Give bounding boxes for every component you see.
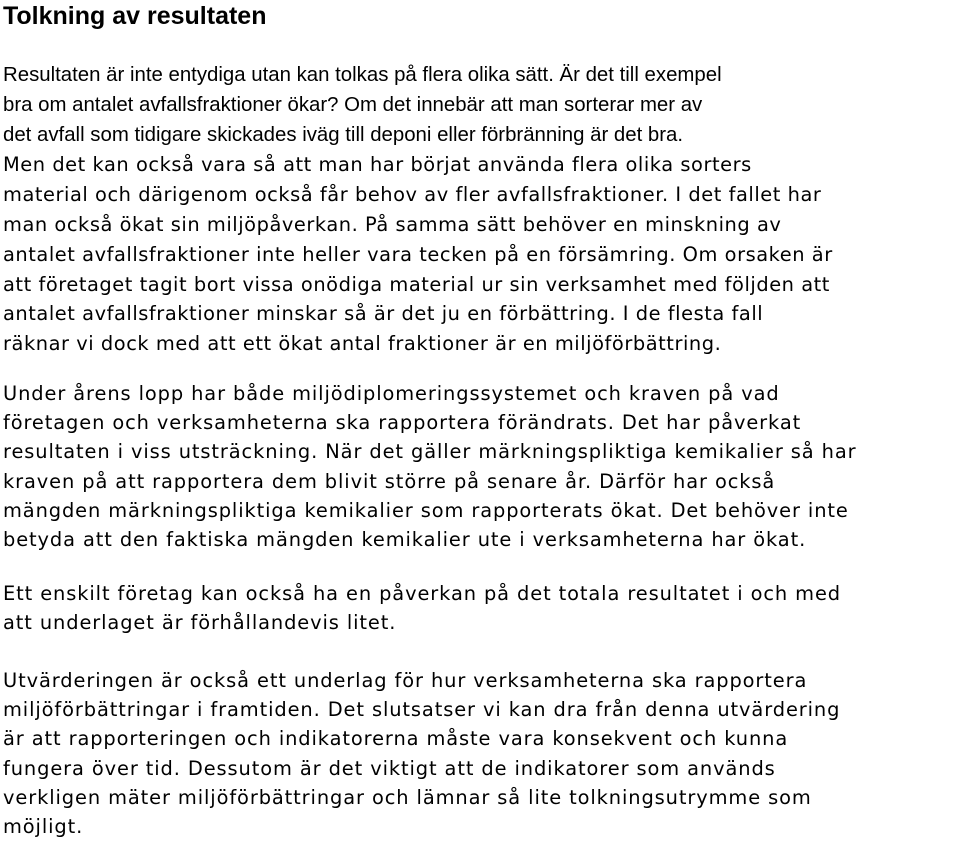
paragraph-3 — [3, 579, 841, 637]
paragraph-4 — [3, 666, 840, 841]
text-line: antalet avfallsfraktioner minskar så är det ju en förbättring. I de flesta fall — [3, 302, 764, 326]
text-line: Under årens lopp har både miljödiplomeringssystemet och kraven på vad — [3, 382, 780, 405]
document — [3, 0, 958, 838]
text-line: att företaget tagit bort vissa onödiga material ur sin verksamhet med följden att — [3, 272, 830, 296]
text-line: det avfall som tidigare skickades iväg till deponi eller förbränning är det bra. — [3, 123, 684, 146]
text-line: räknar vi dock med att ett ökat antal fraktioner är en miljöförbättring. — [3, 332, 722, 356]
text-line: företagen och verksamheterna ska rapportera förändrats. Det har påverkat — [3, 411, 802, 435]
paragraph-1 — [3, 61, 833, 359]
text-line: miljöförbättringar i framtiden. Det slutsatser vi kan dra från denna utvärdering — [3, 698, 841, 722]
text-line: att underlaget är förhållandevis litet. — [3, 611, 397, 635]
text-line: material och därigenom också får behov av fler avfallsfraktioner. I det fallet har — [3, 183, 822, 207]
text-line: är att rapporteringen och indikatorerna måste vara konsekvent och kunna — [3, 727, 789, 751]
text-line: Utvärderingen är också ett underlag för hur verksamheterna ska rapportera — [3, 669, 808, 692]
paragraph-2 — [3, 379, 856, 554]
text-line: fungera över tid. Dessutom är det viktigt att de indikatorer som används — [3, 756, 776, 780]
page-title: Tolkning av resultaten — [3, 2, 267, 30]
text-line: Men det kan också vara så att man har börjat använda flera olika sorters — [3, 153, 752, 177]
text-line: kraven på att rapportera dem blivit större på senare år. Därför har också — [3, 469, 776, 493]
text-line: Resultaten är inte entydiga utan kan tolkas på flera olika sätt. Är det till exempel — [3, 64, 722, 86]
text-line: antalet avfallsfraktioner inte heller vara tecken på en försämring. Om orsaken är — [3, 242, 833, 266]
text-line: man också ökat sin miljöpåverkan. På samma sätt behöver en minskning av — [3, 212, 782, 236]
text-line: bra om antalet avfallsfraktioner ökar? Om det innebär att man sorterar mer av — [3, 93, 703, 116]
text-line: resultaten i viss utsträckning. När det gäller märkningspliktiga kemikalier så har — [3, 440, 857, 464]
text-line: Ett enskilt företag kan också ha en påverkan på det totala resultatet i och med — [3, 582, 842, 605]
text-line: verkligen mäter miljöförbättringar och lämnar så lite tolkningsutrymme som — [3, 785, 812, 809]
text-line: mängden märkningspliktiga kemikalier som rapporterats ökat. Det behöver inte — [3, 498, 849, 522]
text-line: möjligt. — [3, 814, 84, 838]
text-line: betyda att den faktiska mängden kemikalier ute i verksamheterna har ökat. — [3, 527, 807, 551]
